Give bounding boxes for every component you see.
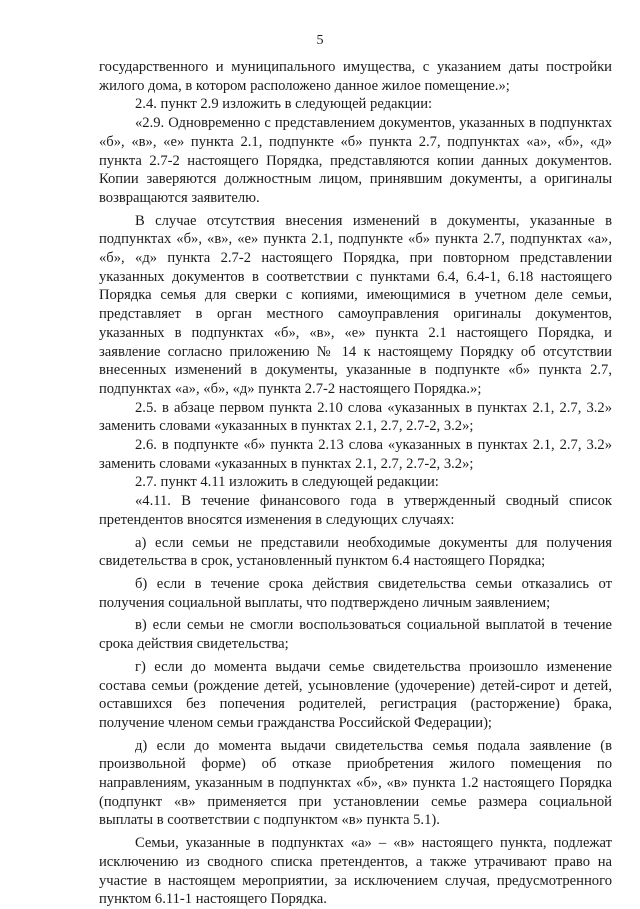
paragraph-exclusion: Семьи, указанные в подпунктах «а» – «в» настоящего пункта, подлежат исключению из сводного списка претендентов, а также утрачивают право на участие в настоящем мероприятии, за исключением случая, предусмотренного пунктом 6.11-1 настоящего Порядка. xyxy=(99,835,612,908)
paragraph-2-5: 2.5. в абзаце первом пункта 2.10 слова «указанных в пунктах 2.1, 2.7, 3.2» заменить словами «указанных в пунктах 2.1, 2.7, 2.7-2, 3.2»; xyxy=(99,399,612,435)
list-item-d: д) если до момента выдачи свидетельства семья подала заявление (в произвольной форме) об отказе приобретения жилого помещения по направлениям, указанным в подпунктах «б», «в» пункта 1.2 настоящего Порядка (подпункт «в» применяется при установлении семье размера социальной выплаты в соответствии с подпунктом «в» пункта 5.1). xyxy=(99,737,612,829)
paragraph-2-9-text: «2.9. Одновременно с представлением документов, указанных в подпунктах «б», «в», «е» пункта 2.1, подпункте «б» пункта 2.7, подпунктах «а», «б», «д» пункта 2.7-2 настоящего Порядка, представляются копии данных документов. Копии заверяются должностным лицом, принявшим документы, а оригиналы возвращаются заявителю. xyxy=(99,115,612,206)
list-item-v: в) если семьи не смогли воспользоваться социальной выплатой в течение срока действия свидетельства; xyxy=(99,617,612,653)
paragraph-continuation: государственного и муниципального имущества, с указанием даты постройки жилого дома, в котором расположено данное жилое помещение.»; xyxy=(99,59,612,94)
paragraph-2-6: 2.6. в подпункте «б» пункта 2.13 слова «указанных в пунктах 2.1, 2.7, 3.2» заменить словами «указанных в пунктах 2.1, 2.7, 2.7-2, 3.2»; xyxy=(99,437,612,472)
document-body xyxy=(99,58,612,909)
list-item-a: а) если семьи не представили необходимые документы для получения свидетельства в срок, установленный пунктом 6.4 настоящего Порядка; xyxy=(99,534,612,570)
page-number: 5 xyxy=(316,33,324,48)
paragraph-2-4: 2.4. пункт 2.9 изложить в следующей редакции: xyxy=(135,96,433,113)
list-item-b: б) если в течение срока действия свидетельства семьи отказались от получения социальной выплаты, что подтверждено личным заявлением; xyxy=(99,575,612,611)
list-item-g: г) если до момента выдачи семье свидетельства произошло изменение состава семьи (рождение детей, усыновление (удочерение) детей-сирот и детей, оставшихся без попечения родителей, регистрация (расторжение) брака, получение членом семьи гражданства Российской Федерации); xyxy=(99,658,612,731)
paragraph-2-7: 2.7. пункт 4.11 изложить в следующей редакции: xyxy=(135,474,439,491)
paragraph-absence-of-changes: В случае отсутствия внесения изменений в документы, указанные в подпунктах «б», «в», «е» пункта 2.1, подпункте «б» пункта 2.7, подпунктах «а», «б», «д» пункта 2.7-2 настоящего Порядка, при повторном представлении указанных документов в соответствии с пунктами 6.4, 6.4-1, 6.18 настоящего Порядка семья для сверки с копиями, имеющимися в учетном деле семьи, представляет в орган местного самоуправления оригиналы документов, указанных в подпунктах «б», «в», «е» пункта 2.1 настоящего Порядка, и заявление согласно приложению № 14 к настоящему Порядку об отсутствии внесенных изменений в документы, указанные в подпункте «б» пункта 2.7, подпунктах «а», «б», «д» пункта 2.7-2 настоящего Порядка.»; xyxy=(99,212,612,397)
paragraph-4-11-text: «4.11. В течение финансового года в утвержденный сводный список претендентов вносятся изменения в следующих случаях: xyxy=(99,493,612,528)
